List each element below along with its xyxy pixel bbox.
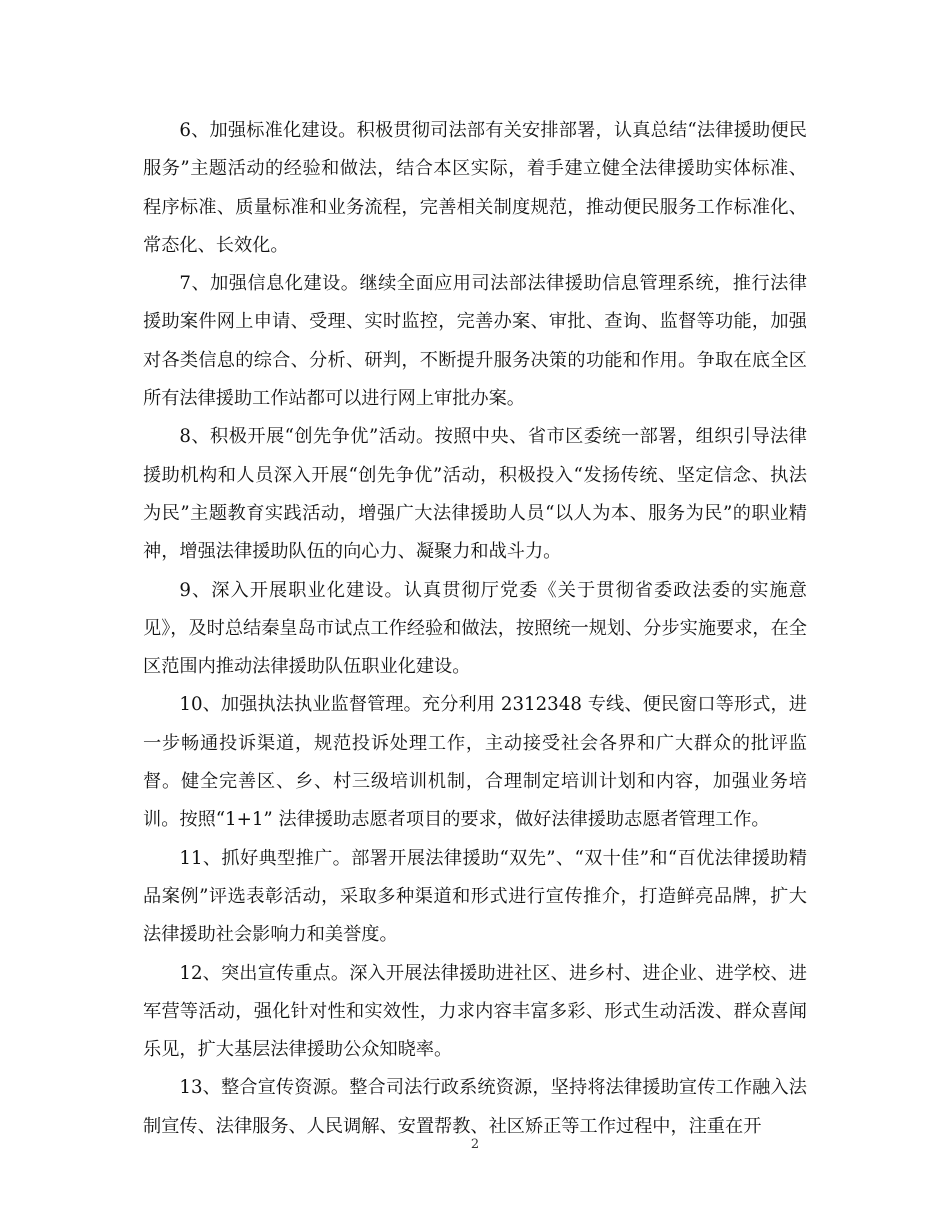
paragraph-informatization: 7、加强信息化建设。继续全面应用司法部法律援助信息管理系统，推行法律援助案件网上申请、受理、实时监控，完善办案、审批、查询、监督等功能，加强对各类信息的综合、分析、研判，不断提升服务决策的功能和作用。争取在底全区所有法律援助工作站都可以进行网上审批办案。: [143, 273, 807, 410]
paragraph-model-promotion: 11、抓好典型推广。部署开展法律援助“双先”、“双十佳”和“百优法律援助精品案例”评选表彰活动，采取多种渠道和形式进行宣传推介，打造鲜亮品牌，扩大法律援助社会影响力和美誉度。: [143, 847, 807, 946]
paragraph-standardization: 6、加强标准化建设。积极贯彻司法部有关安排部署，认真总结“法律援助便民服务”主题活动的经验和做法，结合本区实际，着手建立健全法律援助实体标准、程序标准、质量标准和业务流程，完善相关制度规范，推动便民服务工作标准化、常态化、长效化。: [143, 120, 807, 256]
paragraph-publicity-focus: 12、突出宣传重点。深入开展法律援助进社区、进乡村、进企业、进学校、进军营等活动，强化针对性和实效性，力求内容丰富多彩、形式生动活泼、群众喜闻乐见，扩大基层法律援助公众知晓率。: [143, 962, 807, 1061]
paragraph-excellence-campaign: 8、积极开展“创先争优”活动。按照中央、省市区委统一部署，组织引导法律援助机构和人员深入开展“创先争优”活动，积极投入“发扬传统、坚定信念、执法为民”主题教育实践活动，增强广大法律援助人员“以人为本、服务为民”的职业精神，增强法律援助队伍的向心力、凝聚力和战斗力。: [143, 426, 807, 563]
paragraph-publicity-resources: 13、整合宣传资源。整合司法行政系统资源，坚持将法律援助宣传工作融入法制宣传、法律服务、人民调解、安置帮教、社区矫正等工作过程中，注重在开: [143, 1077, 807, 1137]
paragraph-supervision: 10、加强执法执业监督管理。充分利用 2312348 专线、便民窗口等形式，进一步畅通投诉渠道，规范投诉处理工作，主动接受社会各界和广大群众的批评监督。健全完善区、乡、村三级培训机制，合理制定培训计划和内容，加强业务培训。按照“1+1” 法律援助志愿者项目的要求，做好法律援助志愿者管理工作。: [143, 694, 807, 831]
document-body: [143, 112, 807, 1146]
paragraph-professionalization: 9、深入开展职业化建设。认真贯彻厅党委《关于贯彻省委政法委的实施意见》，及时总结秦皇岛市试点工作经验和做法，按照统一规划、分步实施要求，在全区范围内推动法律援助队伍职业化建设。: [143, 579, 807, 678]
page-number: 2: [470, 1137, 480, 1152]
